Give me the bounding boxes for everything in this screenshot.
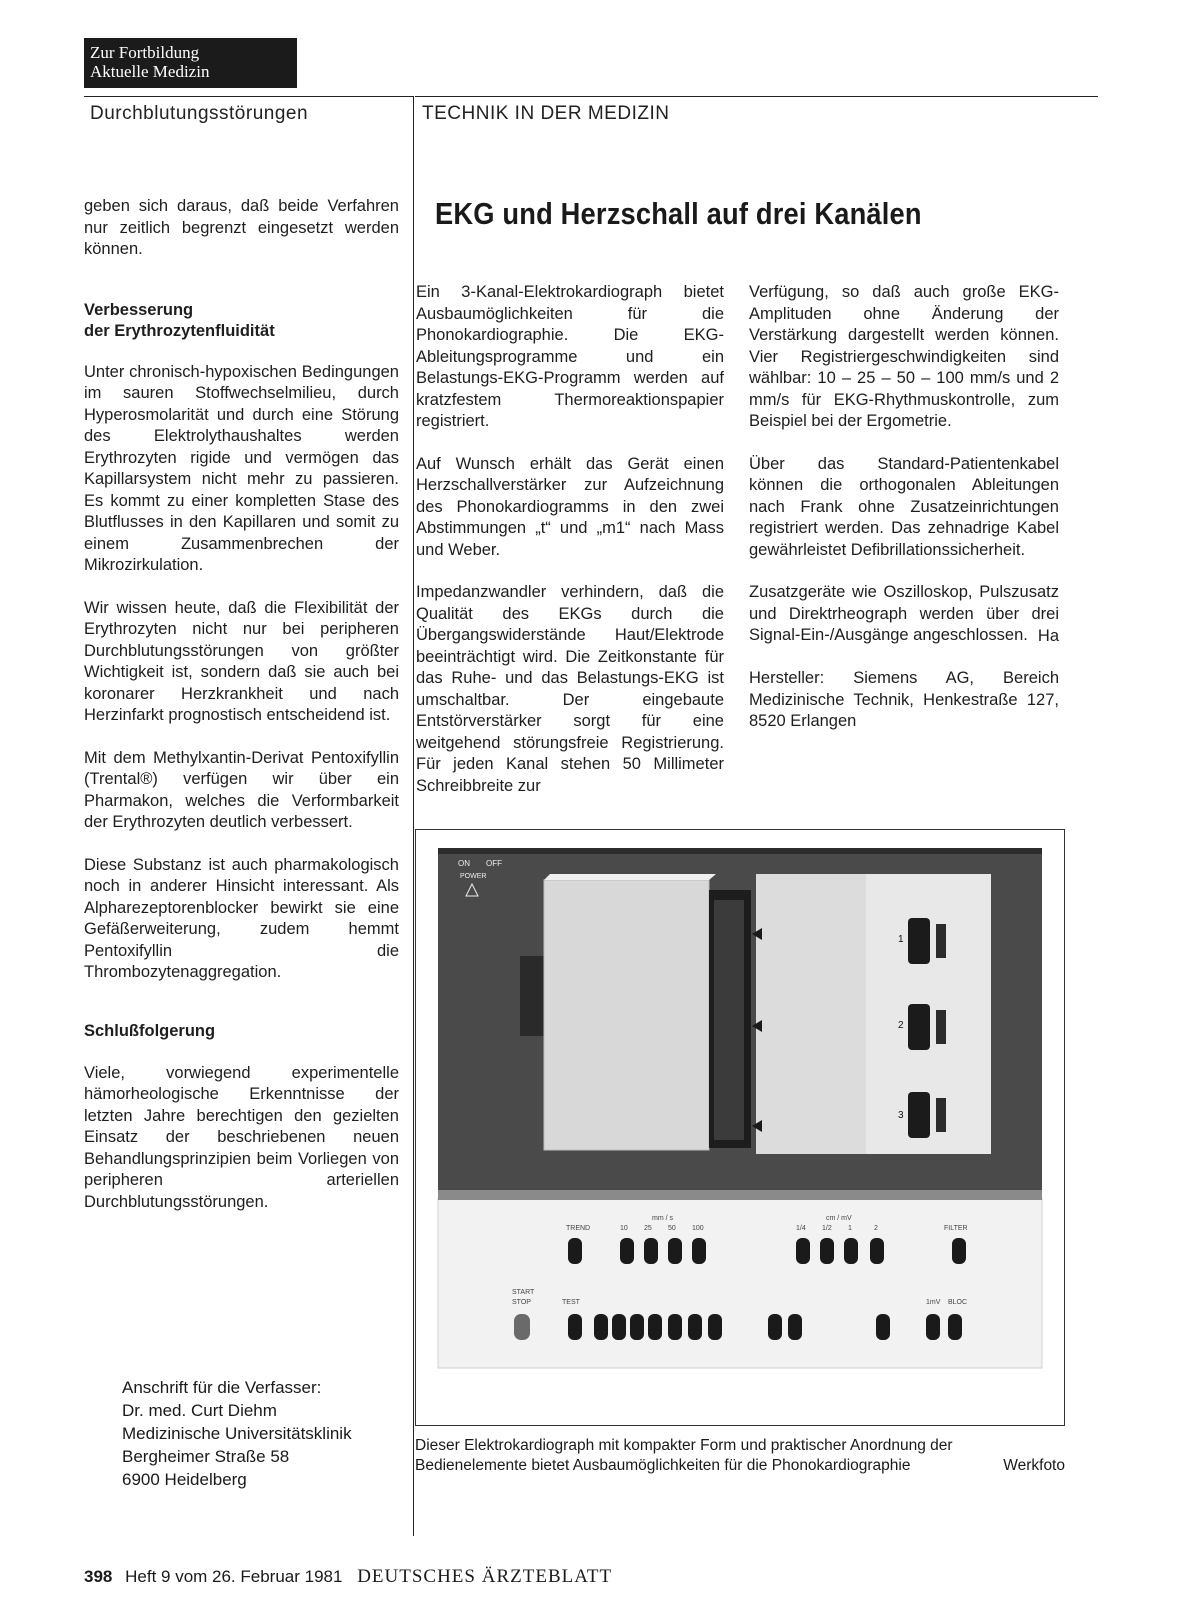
device-button [648, 1314, 662, 1340]
device-button [768, 1314, 782, 1340]
device-button [948, 1314, 962, 1340]
device-button [870, 1238, 884, 1264]
device-button [630, 1314, 644, 1340]
speed-label: 25 [644, 1225, 652, 1232]
photo-caption [415, 1436, 1065, 1476]
paragraph: Unter chronisch-hypoxischen Bedingungen im sauren Stoffwechselmilieu, durch Hyperosmolarität und durch eine Störung des Elektrolythaushaltes werden Erythrozyten rigide und vermögen das Kapillarsystem nicht mehr zu passieren. Es kommt zu einer kompletten Stase des Blutflusses in den Kapillaren und somit zu einem Zusammenbrechen der Mikrozirkulation. [84, 362, 399, 574]
trend-label: TREND [566, 1225, 591, 1232]
section-badge [84, 38, 297, 88]
channel-3-label: 3 [898, 1110, 904, 1121]
badge-line-1: Zur Fortbildung [90, 43, 200, 62]
device-button [620, 1238, 634, 1264]
photo-credit: Werkfoto [1003, 1457, 1065, 1474]
channel-knob [908, 918, 946, 964]
device-button [820, 1238, 834, 1264]
device-photo [415, 829, 1065, 1426]
author-signature: Ha [1037, 626, 1059, 645]
manufacturer-paragraph: Hersteller: Siemens AG, Bereich Medizinische Technik, Henkestraße 127, 8520 Erlangen [749, 669, 1059, 730]
subhead-line-2: der Erythrozytenfluidität [84, 321, 275, 340]
start-stop-button [514, 1314, 530, 1340]
power-off-label: OFF [486, 859, 502, 868]
power-on-label: ON [458, 859, 470, 868]
device-button [708, 1314, 722, 1340]
article-column-1 [416, 282, 724, 818]
left-column [84, 196, 399, 1234]
device-button [568, 1314, 582, 1340]
power-label: POWER [460, 873, 487, 880]
device-button [844, 1238, 858, 1264]
paragraph: Wir wissen heute, daß die Flexibilität der Erythrozyten nicht nur bei peripheren Durchblutungsstörungen von größter Wichtigkeit ist, sondern daß sie auch bei koronarer Herzkrankheit und nach Herzinfarkt prognostisch entscheidend ist. [84, 598, 399, 724]
paragraph [749, 582, 1059, 647]
paragraph: Mit dem Methylxantin-Derivat Pentoxifyllin (Trental®) verfügen wir über ein Pharmakon, welches die Verformbarkeit der Erythrozyten deutlich verbessert. [84, 748, 399, 831]
gain-label: 2 [874, 1225, 878, 1232]
gain-label: 1/2 [822, 1225, 832, 1232]
page-footer [84, 1566, 612, 1588]
paragraph: Viele, vorwiegend experimentelle hämorheologische Erkenntnisse der letzten Jahre berechtigen den gezielten Einsatz der beschriebenen neuen Behandlungsprinzipien beim Vorliegen von peripheren arteriellen Durchblutungsstörungen. [84, 1063, 399, 1211]
address-line: Medizinische Universitätsklinik [122, 1424, 352, 1443]
speed-label: 50 [668, 1225, 676, 1232]
start-label: START [512, 1289, 535, 1296]
subhead-schlussfolgerung: Schlußfolgerung [84, 1021, 216, 1040]
author-address [122, 1376, 352, 1491]
test-label: TEST [562, 1299, 580, 1306]
speed-unit-label: mm / s [652, 1215, 673, 1222]
channel-2-label: 2 [898, 1020, 904, 1031]
intro-paragraph: geben sich daraus, daß beide Verfahren nur zeitlich begrenzt eingesetzt werden können. [84, 197, 399, 258]
paragraph-text: Zusatzgeräte wie Oszilloskop, Pulszusatz und Direktrheograph werden über drei Signal-Ein-/Ausgänge angeschlossen. [749, 583, 1059, 644]
paragraph: Ein 3-Kanal-Elektrokardiograph bietet Ausbaumöglichkeiten für die Phonokardiographie. Die EKG-Ableitungsprogramme und ein Belastungs-EKG-Programm werden auf kratzfestem Thermoreaktionspapier registriert. [416, 283, 724, 430]
address-line: Bergheimer Straße 58 [122, 1447, 290, 1466]
top-rule-left [84, 96, 413, 97]
caption-text: Bedienelemente bietet Ausbaumöglichkeiten für die Phonokardiographie [415, 1457, 911, 1474]
device-button [692, 1238, 706, 1264]
onemv-label: 1mV [926, 1299, 941, 1306]
subhead-line-1: Verbesserung [84, 300, 194, 319]
subhead-erythrozyten [84, 300, 399, 342]
device-button [668, 1238, 682, 1264]
address-line: Dr. med. Curt Diehm [122, 1401, 277, 1420]
device-button [688, 1314, 702, 1340]
device-button [926, 1314, 940, 1340]
filter-label: FILTER [944, 1225, 968, 1232]
paragraph: Verfügung, so daß auch große EKG-Amplituden ohne Änderung der Verstärkung dargestellt werden können. Vier Registriergeschwindigkeiten sind wählbar: 10 – 25 – 50 – 100 mm/s und 2 mm/s für EKG-Rhythmuskontrolle, zum Beispiel bei der Ergometrie. [749, 283, 1059, 430]
device-button [612, 1314, 626, 1340]
right-section-title: TECHNIK IN DER MEDIZIN [422, 103, 670, 124]
issue-info: Heft 9 vom 26. Februar 1981 [125, 1567, 343, 1586]
channel-knob [908, 1004, 946, 1050]
page-number: 398 [84, 1567, 113, 1586]
paragraph: Auf Wunsch erhält das Gerät einen Herzschallverstärker zur Aufzeichnung des Phonokardiogramms in den zwei Abstimmungen „t“ und „m1“ nach Mass und Weber. [416, 454, 724, 559]
column-divider [413, 96, 414, 1536]
top-rule-right [415, 96, 1098, 97]
channel-knob [908, 1092, 946, 1138]
device-button [644, 1238, 658, 1264]
caption-line: Dieser Elektrokardiograph mit kompakter Form und praktischer Anordnung der [415, 1437, 953, 1454]
caption-line [415, 1456, 1065, 1476]
device-button [594, 1314, 608, 1340]
ecg-device-illustration [416, 830, 1064, 1425]
address-line: 6900 Heidelberg [122, 1470, 247, 1489]
article-title: EKG und Herzschall auf drei Kanälen [435, 196, 922, 231]
stop-label: STOP [512, 1299, 531, 1306]
device-button [668, 1314, 682, 1340]
speed-label: 10 [620, 1225, 628, 1232]
paragraph: Diese Substanz ist auch pharmakologisch noch in anderer Hinsicht interessant. Als Alpharezeptorenblocker bewirkt sie eine Gefäßerweiterung, zudem hemmt Pentoxifyllin die Thrombozytenaggregation. [84, 855, 399, 981]
paragraph: Über das Standard-Patientenkabel können die orthogonalen Ableitungen nach Frank ohne Zusatzeinrichtungen registriert werden. Das zehnadrige Kabel gewährleistet Defibrillationssicherheit. [749, 454, 1059, 559]
badge-line-2: Aktuelle Medizin [90, 62, 210, 81]
article-column-2 [749, 282, 1059, 754]
gain-label: 1 [848, 1225, 852, 1232]
device-button [876, 1314, 890, 1340]
gain-unit-label: cm / mV [826, 1215, 852, 1222]
gain-label: 1/4 [796, 1225, 806, 1232]
address-line: Anschrift für die Verfasser: [122, 1378, 322, 1397]
device-button [788, 1314, 802, 1340]
device-button [952, 1238, 966, 1264]
paragraph: Impedanzwandler verhindern, daß die Qualität des EKGs durch die Übergangswiderstände Haut/Elektrode beeinträchtigt wird. Die Zeitkonstante für das Ruhe- und das Belastungs-EKG ist umschaltbar. Der eingebaute Entstörverstärker sorgt für eine weitgehend störungsfreie Registrierung. Für jeden Kanal stehen 50 Millimeter Schreibbreite zur [416, 583, 724, 795]
channel-1-label: 1 [898, 934, 904, 945]
bloc-label: BLOC [948, 1299, 968, 1306]
device-button [796, 1238, 810, 1264]
journal-name: DEUTSCHES ÄRZTEBLATT [357, 1566, 613, 1587]
device-button [568, 1238, 582, 1264]
left-section-title: Durchblutungsstörungen [90, 103, 309, 124]
speed-label: 100 [692, 1225, 704, 1232]
